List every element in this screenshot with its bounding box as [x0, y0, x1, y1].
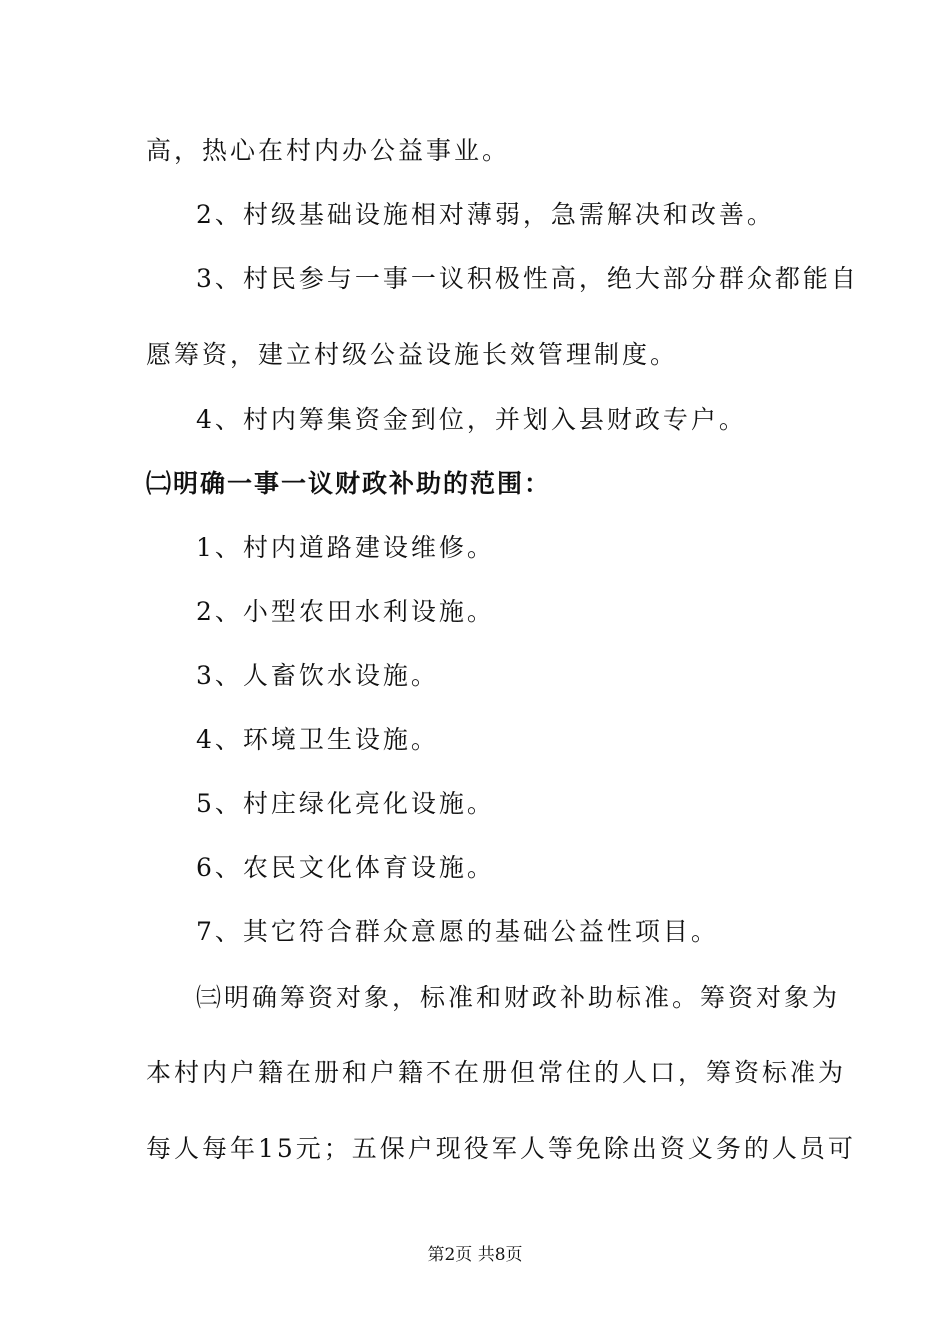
text-line: 本村内户籍在册和户籍不在册但常住的人口，筹资标准为	[146, 1058, 847, 1087]
list-item: 7、其它符合群众意愿的基础公益性项目。	[196, 917, 719, 946]
text-line: 每人每年15元；五保户现役军人等免除出资义务的人员可	[146, 1134, 856, 1163]
text-line: ㈢明确筹资对象，标准和财政补助标准。筹资对象为	[196, 983, 841, 1012]
text-line: 愿筹资，建立村级公益设施长效管理制度。	[146, 340, 679, 369]
text-line: 4、村内筹集资金到位，并划入县财政专户。	[196, 405, 747, 434]
list-item: 1、村内道路建设维修。	[196, 533, 495, 562]
list-item: 2、小型农田水利设施。	[196, 597, 495, 626]
list-item: 4、环境卫生设施。	[196, 725, 439, 754]
list-item: 3、人畜饮水设施。	[196, 661, 439, 690]
page-footer: 第2页 共8页	[427, 1245, 523, 1265]
text-line: 3、村民参与一事一议积极性高，绝大部分群众都能自	[196, 264, 859, 293]
section-heading: ㈡明确一事一议财政补助的范围：	[146, 469, 552, 498]
list-item: 6、农民文化体育设施。	[196, 853, 495, 882]
list-item: 5、村庄绿化亮化设施。	[196, 789, 495, 818]
text-line: 高，热心在村内办公益事业。	[146, 136, 511, 165]
text-line: 2、村级基础设施相对薄弱，急需解决和改善。	[196, 200, 775, 229]
